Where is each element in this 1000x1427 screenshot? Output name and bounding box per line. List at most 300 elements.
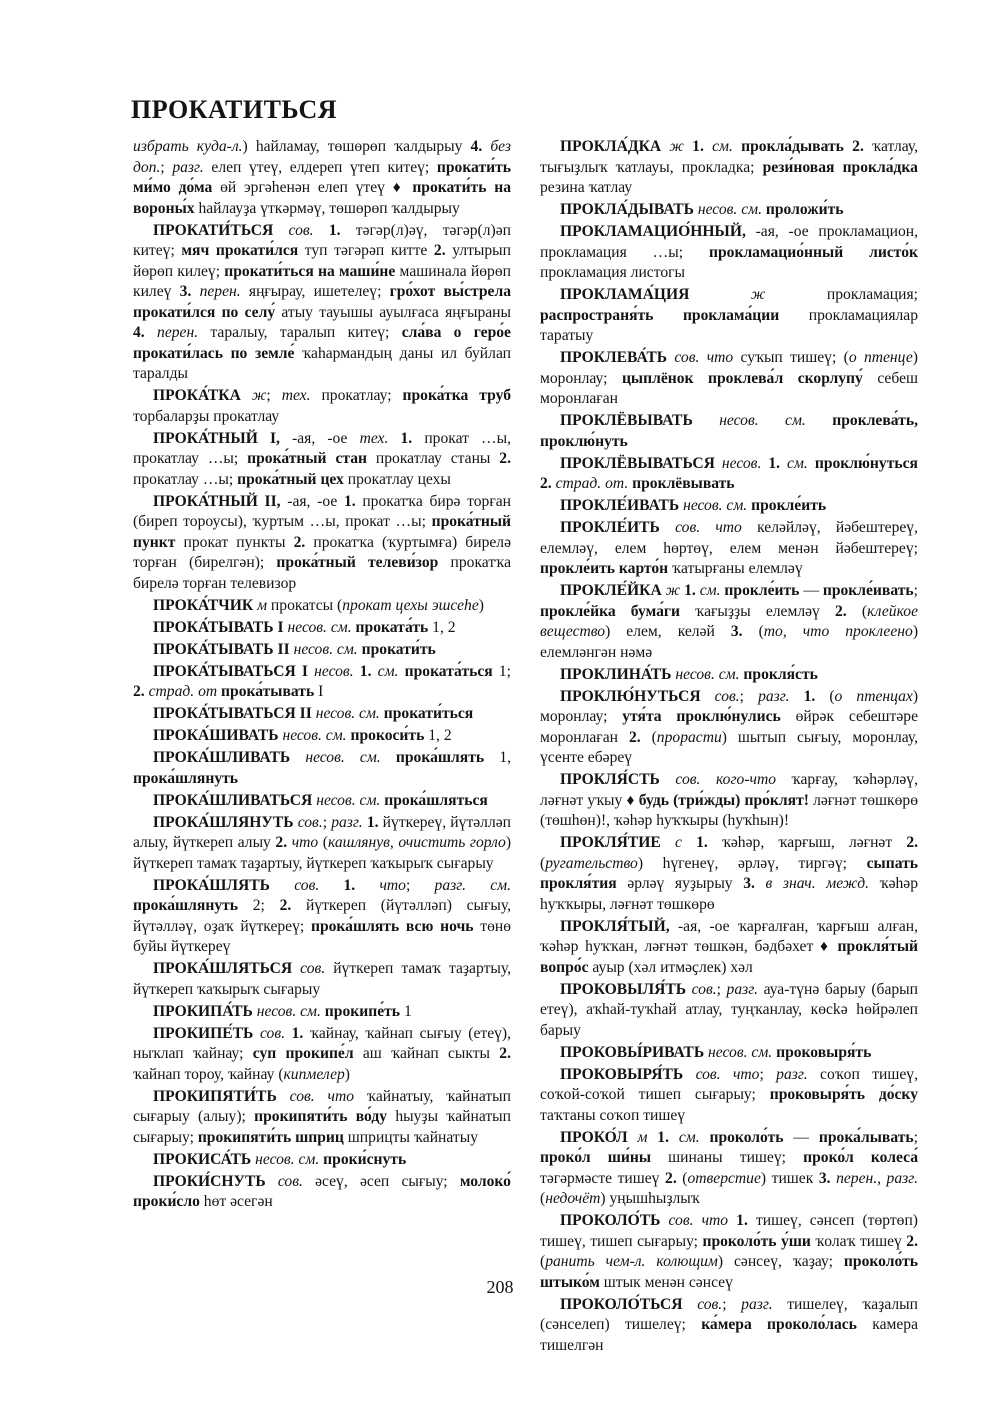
italic-label: разг. см. [434,876,511,894]
translation-text: ) [478,596,484,614]
dictionary-entry [540,200,918,221]
bold-phrase: 1. [328,221,341,239]
translation-text: ләғнәт төшкөрө (төшһөн)!, ҡәһәр һуҡҡыры (һуҡһын)! [540,791,919,829]
translation-text [273,222,288,239]
translation-text [145,324,157,341]
dictionary-entry [133,1172,511,1213]
bold-phrase: молоко́ проки́сло [133,1172,511,1210]
italic-label: сов. [300,960,326,977]
translation-text [808,455,815,472]
translation-text: өйрәк себештәре моронлаған [540,708,918,746]
bold-phrase: прока́тный стан [247,450,367,467]
translation-text: прокат пункты [175,533,294,551]
translation-text: ауа-түнә барыу (барып етеү), аҡһай-туҡһай атлау, туңҡанлау, көсkә һөйрәлеп барыу [540,980,918,1039]
bold-phrase: ка́мера проколо́лась [701,1316,857,1333]
italic-label: см. [699,582,721,599]
translation-text: төнө буйы йүткереү [133,917,512,955]
translation-text: ҡәһәр, ҡарғыш, ләғнәт [707,834,907,851]
bold-phrase: проколо́ть штыко́м [540,1253,918,1291]
dictionary-entry [540,833,918,915]
bold-phrase: прокати́ться на маши́не [224,262,396,280]
translation-text [733,138,741,155]
translation-text: ( [540,1190,546,1207]
headword: ПРОКЛИНА́ТЬ [560,665,672,683]
headword: ПРОКЛА́ДКА [560,138,662,155]
translation-text: ) йүткереп тамаҡ таҙартыу, йүткереп ҡаҡырыҡ сығарыу [133,834,512,872]
translation-text: йүткереп (йүтәлләп) сығыу, йүтәлләү, оҙаҡ йүткереү; [133,897,511,935]
italic-label: клейкое вещество [540,602,918,640]
translation-text: прокламациялар таратыу [540,306,918,344]
translation-text [669,1129,679,1146]
headword: ПРОКА́ТКА [153,387,241,404]
translation-text: I [314,683,324,700]
translation-text: ҡолаҡ тишеү [810,1232,907,1250]
translation-text: ( [742,623,764,640]
translation-text: 1, 2 [428,618,456,636]
italic-label: избрать куда-л. [133,138,243,155]
bold-phrase: 1. [343,876,356,894]
bold-phrase: проката́ть [355,618,429,636]
italic-label: ж [251,387,267,404]
translation-text: ) һүгенеү, әрләү, тиргәү; [637,854,867,872]
bold-phrase: 1. [692,138,704,155]
translation-text: ) елемләнгән нәмә [540,623,919,661]
bold-phrase: 1. [343,492,356,510]
bold-phrase: 2. [835,602,847,620]
translation-text [270,877,294,894]
translation-text [277,1088,290,1105]
headword: ПРОКА́ТНЫЙ II, [153,492,281,510]
translation-text [191,283,199,300]
headword: ПРОКОЛО́ТЬ [560,1212,661,1229]
translation-text: прокатҡа (ҡуртымға) бирелә торған (бирелгән); [133,533,511,571]
italic-label: недочёт [545,1190,601,1207]
italic-label: в знач. межд. [765,875,870,892]
dictionary-entry [133,221,511,385]
dictionary-entry [540,770,918,832]
headword: ПРОКИПЕ́ТЬ [153,1024,254,1042]
bold-phrase: прокипе́ть [324,1002,401,1020]
translation-text [319,877,343,894]
bold-phrase: прока́тка труб [402,387,512,404]
translation-text: тишелеү, ҡаҙалып (сәнселеп) тишелеү; [540,1295,919,1333]
bold-phrase: 1. [359,662,372,680]
translation-text [806,412,832,429]
bold-phrase: будь (три́жды) про́клят! [638,791,809,809]
italic-label: сов. [714,687,740,705]
right-column [540,137,918,1358]
translation-text [292,960,300,977]
bold-phrase: мяч прокати́лся [181,242,299,259]
headword: ПРОКА́ШИВАТЬ [153,727,279,744]
translation-text: ; [716,980,727,998]
translation-text [660,771,676,788]
translation-text [241,387,252,404]
dictionary-entry [540,1065,918,1127]
translation-text [682,834,696,851]
italic-label: разг. [331,813,363,831]
italic-label: тех. [359,429,389,447]
translation-text: атыу тауышы ауылғаса яңғыраны [275,303,511,321]
translation-text: -ая, -ое [280,492,344,510]
headword: ПРОКОВЫРЯ́ТЬ [560,1065,684,1083]
headword: ПРОКЛЕВА́ТЬ [560,349,668,366]
entry-continuation [133,137,511,219]
bold-phrase: проклева́ть, проклю́нуть [540,412,918,450]
bold-phrase: прока́лывать [818,1128,914,1146]
translation-text: ) һайламау, төшөрөп ҡалдырыу [242,138,471,155]
translation-text: ) [344,1065,350,1083]
translation-text: прокламация; [765,286,918,303]
italic-label: см. [377,662,399,680]
bold-phrase: прока́шлять [395,749,485,766]
bold-phrase: цыплёнок проклева́л скорлупу́ [621,369,863,387]
bold-phrase: 2. [906,834,919,851]
translation-text: прокатлау; [310,387,403,404]
italic-label: что [291,834,319,851]
bold-phrase: 2. [279,897,292,914]
translation-text: — [799,582,823,599]
headword: ПРОКЛЕ́ИТЬ [560,519,660,536]
bold-phrase: 2. [293,533,306,551]
dictionary-entry [133,429,511,491]
page-number: 208 [486,1277,514,1297]
bold-phrase: прока́тный телеви́зор [276,554,439,571]
bold-phrase: прокати́ть ми́мо до́ма [133,158,512,196]
dictionary-entry [540,917,918,979]
italic-label: сов. [697,1295,723,1313]
translation-text: шприцты ҡайнатыу [343,1128,478,1146]
italic-label: кипмелер [283,1065,345,1083]
headword: ПРОКА́ШЛЯТЬ [153,876,270,894]
bold-phrase: прокле́йка бума́ги [540,602,680,620]
bold-phrase: прокла́дывать [741,138,844,155]
bold-phrase: 2. [540,475,552,492]
translation-text [790,688,804,705]
translation-text: өй эргәһенән елеп үтеү ♦ [212,179,413,196]
italic-label: сов. что [289,1087,355,1105]
translation-text [266,1173,278,1190]
headword: ПРОКА́ТЧИК [153,596,254,614]
bold-phrase: прокати́ться [383,705,474,722]
bold-phrase: 3. [730,623,743,640]
translation-text: ултырып йөрөп килеү; [133,242,512,280]
headword: ПРОКОВЫ́РИВАТЬ [560,1043,705,1061]
translation-text: 1, [484,749,512,766]
headword: ПРОКЛЯ́СТЬ [560,771,660,788]
dictionary-entry [540,581,918,663]
translation-text: резина ҡатлау [540,179,633,196]
italic-label: прокат цехы эшсеһе [342,596,479,614]
translation-text [700,1129,710,1146]
bold-phrase: прока́тный пункт [133,513,511,551]
translation-text: ( [846,602,868,620]
bold-phrase: 4. [133,324,145,341]
dictionary-entry [133,876,511,958]
bold-phrase: прокипяти́ть во́ду [254,1108,388,1125]
bold-phrase: проложи́ть [765,201,844,218]
bold-phrase: прокле́ивать [822,582,914,599]
headword: ПРОКЛА́ДЫВАТЬ [560,201,694,218]
translation-text: таҡтаны соҡоп тишеү [540,1106,686,1124]
headword: ПРОКА́ТЫВАТЬСЯ II [153,705,312,722]
italic-label: кашлянув, очистить горло [327,834,506,851]
bold-phrase: 2. [499,450,511,467]
translation-text: прокламация листогы [540,264,685,281]
translation-text: ( [540,854,546,872]
italic-label: прорасти [656,728,722,746]
translation-text: ; [913,1128,918,1146]
italic-label: сов. [277,1172,303,1190]
italic-label: перен. [157,324,199,341]
italic-label: несов. см. [683,497,748,514]
bold-phrase: проковыря́ть до́ску [769,1086,918,1103]
dictionary-entry [133,748,511,789]
translation-text: ( [676,1169,688,1187]
translation-text [661,834,675,851]
dictionary-entry [133,726,511,747]
headword: ПРОКА́ТЫВАТЬ I [153,618,284,636]
translation-text: ҡатлау, тығыҙлыҡ ҡатлауы, прокладка; [540,138,918,176]
translation-text [253,1025,260,1042]
translation-text: келәйләү, йәбештереү, елемләү, елем һөртөү, елем менән йәбештереү; [540,519,918,557]
bold-phrase: проки́снуть [323,1150,407,1168]
headword: ПРОКЛАМА́ЦИЯ [560,286,690,303]
headword: ПРОКЛЯ́ТЫЙ, [560,917,670,935]
translation-text: әрләү яуҙырыу [616,875,744,892]
italic-label: сов. что [668,1212,729,1229]
translation-text: ҡаһармандың даны ил буйлап таралды [133,344,511,382]
headword: ПРОКЛЁВЫВАТЬСЯ [560,454,715,472]
translation-text: ; [160,158,173,176]
italic-label: сов. [260,1024,285,1042]
dictionary-entry [540,285,918,347]
italic-label: несов. см. [256,1002,321,1020]
dictionary-entry [133,1002,511,1023]
italic-label: сов. [288,221,314,239]
translation-text: камера тишелгән [540,1316,919,1354]
running-head: ПРОКАТИТЬСЯ [131,95,338,124]
italic-label: см. [712,138,733,155]
headword: ПРОКАТИ́ТЬСЯ [153,221,274,239]
dictionary-entry [133,959,511,1000]
italic-label: о птенцах [834,687,913,705]
bold-phrase: 1. [736,1212,748,1229]
bold-phrase: 2. [628,728,641,746]
translation-text: штык менән сәнсеү [599,1273,733,1291]
bold-phrase: проко́л ши́ны [540,1149,652,1166]
translation-text [290,749,305,766]
italic-label: несов. см. [697,201,762,218]
translation-text [683,1066,695,1083]
bold-phrase: прокламацио́нный листо́к [709,243,918,261]
headword: ПРОКА́ТНЫЙ I, [153,429,280,447]
translation-text: ҡайнау, ҡайнап сығыу (етеү), ныҡлап ҡайнау; [133,1024,512,1062]
translation-text [701,688,715,705]
bold-phrase: 2. [499,1045,511,1062]
dictionary-entry [133,618,511,639]
translation-text: ( [540,1253,546,1270]
bold-phrase: прокати́ть [361,640,436,658]
bold-phrase: прокля́тый вопро́с [540,938,918,976]
bold-phrase: 2. [275,834,288,851]
headword: ПРОКИПЯТИ́ТЬ [153,1087,277,1105]
translation-text: суҡып тишеү; ( [733,349,849,366]
translation-text: йүткереп тамаҡ таҙартыу, йүткереп ҡаҡырыҡ сығарыу [133,960,511,998]
translation-text [684,138,692,155]
translation-text: 1, 2 [424,727,452,744]
bold-phrase: 1. [684,582,696,599]
bold-phrase: прокоси́ть [350,727,425,744]
translation-text: ( [815,687,835,705]
bold-phrase: гро́хот вы́стрела прокати́лся по селу́ [133,283,511,321]
translation-text: ҡағыҙҙы елемләү [679,602,835,620]
italic-label: несов. см. [315,705,380,722]
translation-text [693,412,719,429]
translation-text: ауыр (хәл итмәҫлек) хәл [588,958,753,976]
translation-text: прокатҡа бирә торған (биреп тороусы), ҡуртым …ы, прокат …ы; [133,492,512,530]
translation-text: прокатлау цехы [343,470,451,488]
bold-phrase: 3. [743,875,755,892]
headword: ПРОКЛЕ́ЙКА [560,582,662,599]
headword: ПРОКИСА́ТЬ [153,1150,252,1168]
bold-phrase: 1. [366,813,379,831]
bold-phrase: 3. [179,283,192,300]
italic-label: несов. см. [287,618,352,636]
dictionary-entry [133,662,511,703]
italic-label: несов. [314,662,354,680]
italic-label: несов. см. [675,665,740,683]
translation-text: шинаны тишеү; [651,1149,804,1166]
headword: ПРОКЛЕ́ИВАТЬ [560,497,680,514]
translation-text: ( [640,728,657,746]
translation-text: прокатсы ( [267,596,343,614]
italic-label: несов. см. [708,1043,773,1061]
translation-text: торбаларҙы прокатлау [133,407,280,425]
italic-label: несов. см. [255,1150,320,1168]
translation-text: прокат …ы, прокатлау …ы; [133,429,512,467]
left-column [133,137,511,1214]
bold-phrase: 1. [696,834,708,851]
translation-text: ҡарғау, ҡәһәрләү, ләғнәт уҡыу ♦ [540,771,918,809]
italic-label: без доп. [133,138,511,176]
italic-label: несов. см. [305,749,381,766]
italic-label: несов. см. [282,727,347,744]
bold-phrase: прокле́ить карто́н [540,560,669,577]
translation-text [314,222,329,239]
bold-phrase: прока́шлять всю ночь [310,917,474,935]
dictionary-entry [133,492,511,595]
italic-label: о птенце [848,349,913,366]
dictionary-entry [540,1043,918,1064]
italic-label: сов. что [674,349,734,366]
italic-label: перен., разг. [836,1169,919,1187]
bold-phrase: 4. [470,138,483,155]
dictionary-entry [540,454,918,495]
bold-phrase: 1. [657,1128,669,1146]
dictionary-entry [540,222,918,284]
dictionary-entry [540,1295,918,1357]
translation-text: прокатҡа бирелә торған телевизор [133,554,511,592]
translation-text: 1 [400,1002,412,1020]
italic-label: несов. см. [316,791,381,809]
translation-text: тәгәр(л)әү, тәгәр(л)әп китеү; [133,221,511,259]
translation-text: -ая, -ое ҡарғалған, ҡарғыш алған, ҡәһәр һуҡҡан, ләғнәт төшкән, бәдбәхет ♦ [540,917,918,955]
translation-text [683,1296,698,1313]
bold-phrase: прокля́сть [743,665,818,683]
italic-label: разг. [758,687,790,705]
dictionary-entry [133,596,511,617]
italic-label: ранить чем-л. колющим [545,1253,718,1270]
translation-text: ; [322,813,332,831]
translation-text: 1; [492,662,512,680]
bold-phrase: 3. [818,1169,831,1187]
translation-text: ) уңышһыҙлыҡ [600,1190,700,1207]
translation-text: ҡәһәр һуҡҡыры, ләғнәт төшкөрө [540,875,919,913]
bold-phrase: 1. [803,687,816,705]
dictionary-entry [133,704,511,725]
translation-text: ) шытып сығыу, моронлау, үсенте ебәреү [540,728,918,766]
headword: ПРОКА́ТЫВАТЬ II [153,640,290,658]
translation-text: ) сәнсеү, ҡаҙау; [717,1253,844,1270]
headword: ПРОКЛЯ́ТИЕ [560,834,661,851]
bold-phrase: прока́тывать [221,683,315,700]
italic-label: сов. [294,876,320,894]
italic-label: разг. [172,158,204,176]
bold-phrase: 2. [852,138,864,155]
translation-text: себеш моронлаған [540,369,919,407]
bold-phrase: проката́ться [404,662,493,680]
bold-phrase: рези́новая прокла́дка [762,158,918,176]
bold-phrase: прока́тный цех [237,470,344,488]
bold-phrase: проковыря́ть [776,1043,872,1061]
translation-text: әсеү, әсеп сығыу; [302,1172,460,1190]
translation-text: прокатлау станы [367,450,500,467]
translation-text [715,455,722,472]
translation-text: ҡатырғаны елемләү [668,560,803,577]
italic-label: сов. кого-что [675,771,777,788]
translation-text: прокатлау …ы; [133,470,238,488]
italic-label: с [674,834,682,851]
translation-text [755,875,766,892]
dictionary-entry [133,813,511,875]
translation-text [381,749,396,766]
translation-text: машинала йөрөп килеү [133,262,511,300]
italic-label: несов. см. [293,640,358,658]
headword: ПРОКА́ШЛИВАТЬСЯ [153,791,313,809]
italic-label: сов. что [695,1065,760,1083]
bold-phrase: прокле́ить [751,497,827,514]
dictionary-entry [133,1087,511,1149]
translation-text: ; [266,387,282,404]
italic-label: см. [787,454,808,472]
bold-phrase: сла́ва о геро́е прокати́лась по земле́ [133,324,511,362]
italic-label: страд. от. [555,475,629,492]
headword: ПРОКЛЮ́НУТЬСЯ [560,687,701,705]
dictionary-entry [133,386,511,427]
bold-phrase: проклёвывать [632,475,735,492]
italic-label: отверстие [687,1169,761,1187]
translation-text: тишеү, сәнсеп (төртөп) тишеү, тишеп сығарыу; [540,1212,918,1250]
italic-label: сов. [297,813,323,831]
headword: ПРОКА́ШЛИВАТЬ [153,749,291,766]
translation-text: ҡайнатыу, ҡайнатып сығарыу (алыу); [133,1087,511,1125]
dictionary-entry [540,411,918,452]
translation-text: таралыу, таралып китеү; [198,324,402,341]
translation-text: елеп үтеү, елдереп үтеп китеү; [203,158,437,176]
headword: ПРОКА́ТЫВАТЬСЯ I [153,662,308,680]
italic-label: сов. [691,980,717,998]
